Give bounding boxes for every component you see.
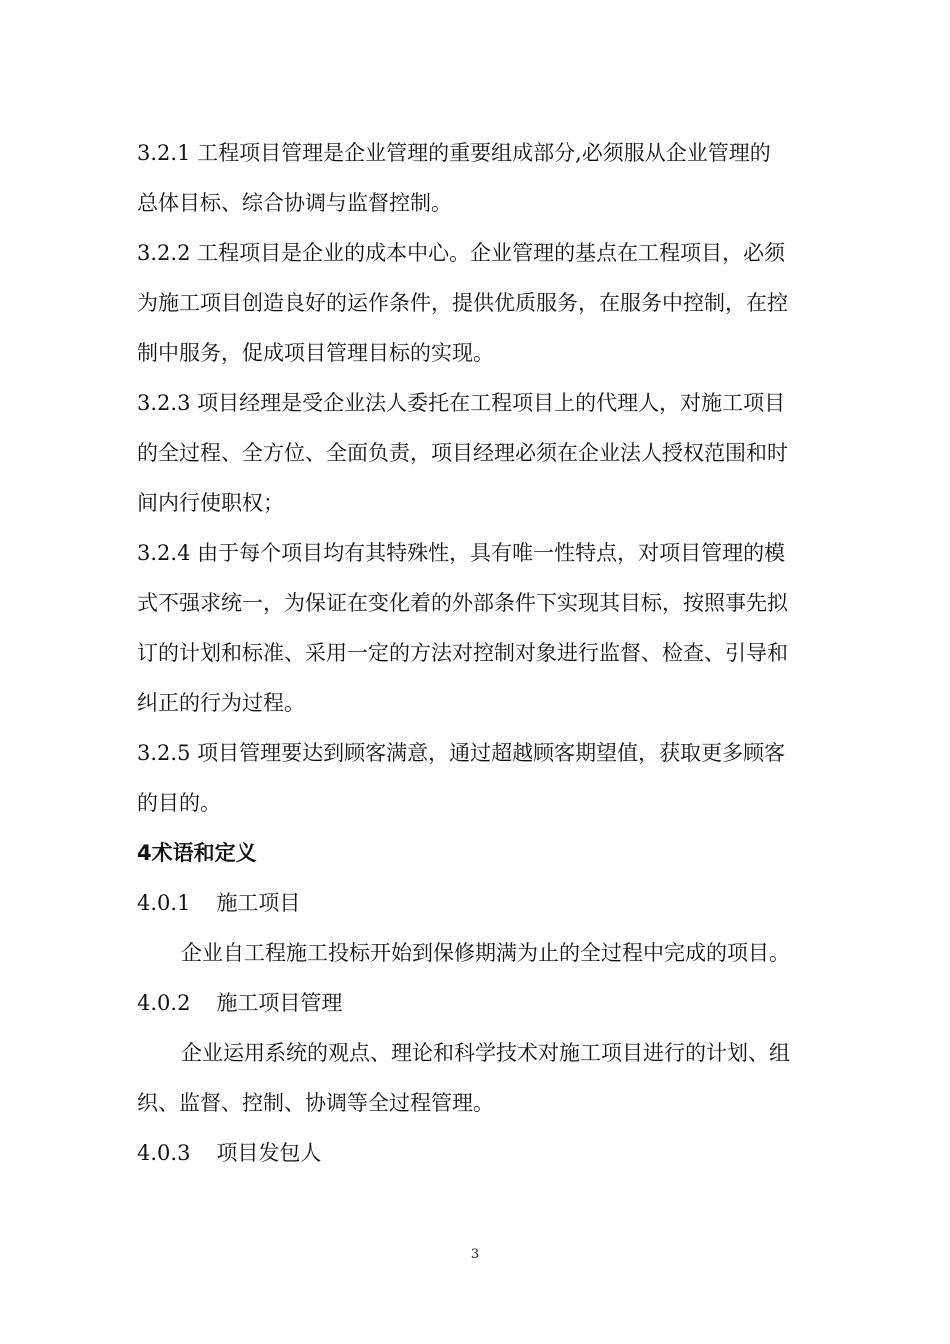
term-title: 项目发包人: [216, 1141, 322, 1165]
clause-3-2-5: [137, 728, 829, 828]
clause-3-2-1: [137, 128, 829, 228]
term-title: 施工项目管理: [216, 991, 343, 1015]
term-definition-line: 企业运用系统的观点、理论和科学技术对施工项目进行的计划、组: [181, 1041, 790, 1065]
clause-line: 制中服务，促成项目管理目标的实现。: [137, 341, 494, 365]
term-title: 施工项目: [216, 891, 301, 915]
clause-line: 的目的。: [137, 791, 221, 815]
clause-3-2-4: [137, 528, 829, 728]
term-number: 4.0.3: [137, 1141, 191, 1165]
section-heading: 4术语和定义: [137, 841, 257, 865]
term-4-0-3: [137, 1128, 829, 1178]
document-body: [137, 128, 829, 1178]
page-number: 3: [470, 1247, 480, 1262]
term-number: 4.0.1: [137, 891, 191, 915]
clause-line: 式不强求统一，为保证在变化着的外部条件下实现其目标，按照事先拟: [137, 591, 788, 615]
clause-line: 订的计划和标准、采用一定的方法对控制对象进行监督、检查、引导和: [137, 641, 788, 665]
clause-3-2-2: [137, 228, 829, 378]
term-definition-line: 织、监督、控制、协调等全过程管理。: [137, 1091, 494, 1115]
term-number: 4.0.2: [137, 991, 191, 1015]
clause-line: 间内行使职权；: [137, 491, 284, 515]
term-title-line: [137, 878, 829, 928]
clause-line: 3.2.1 工程项目管理是企业管理的重要组成部分,必须服从企业管理的: [137, 141, 771, 165]
clause-line: 3.2.2 工程项目是企业的成本中心。企业管理的基点在工程项目，必须: [137, 241, 786, 265]
clause-line: 总体目标、综合协调与监督控制。: [137, 191, 452, 215]
clause-line: 3.2.5 项目管理要达到顾客满意，通过超越顾客期望值，获取更多顾客: [137, 741, 786, 765]
clause-line: 为施工项目创造良好的运作条件，提供优质服务，在服务中控制，在控: [137, 291, 788, 315]
clause-3-2-3: [137, 378, 829, 528]
clause-line: 3.2.4 由于每个项目均有其特殊性，具有唯一性特点，对项目管理的模: [137, 541, 786, 565]
term-4-0-1: [137, 878, 829, 978]
term-title-line: [137, 1128, 829, 1178]
clause-line: 的全过程、全方位、全面负责，项目经理必须在企业法人授权范围和时: [137, 441, 788, 465]
term-definition-line: 企业自工程施工投标开始到保修期满为止的全过程中完成的项目。: [181, 941, 790, 965]
term-4-0-2: [137, 978, 829, 1128]
term-title-line: [137, 978, 829, 1028]
clause-line: 3.2.3 项目经理是受企业法人委托在工程项目上的代理人，对施工项目: [137, 391, 786, 415]
clause-line: 纠正的行为过程。: [137, 691, 305, 715]
